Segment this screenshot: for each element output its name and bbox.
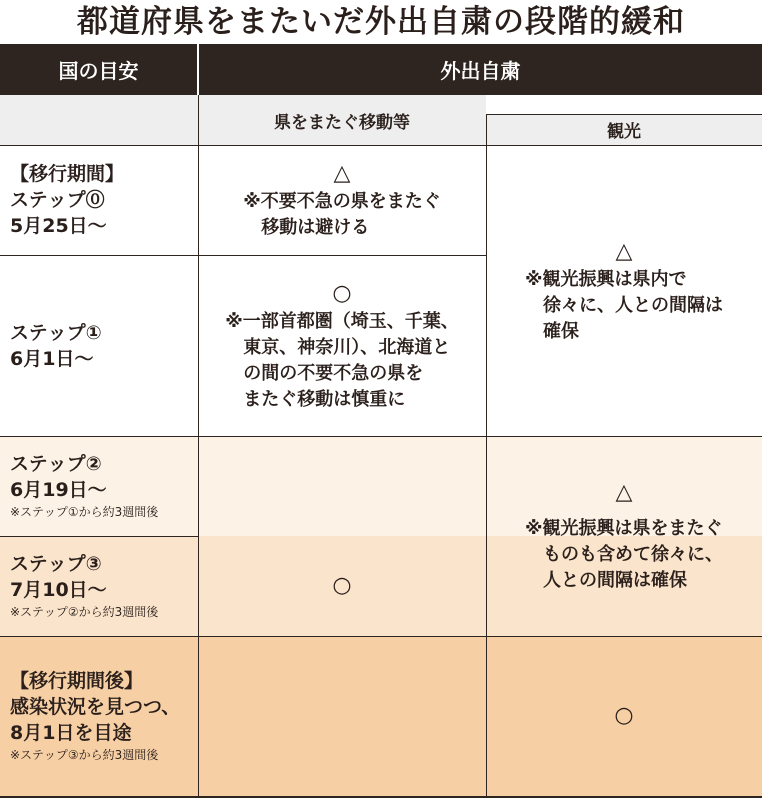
row-label-line: ステップ③ (10, 553, 102, 575)
row-label-step1 (0, 255, 198, 436)
travel-note: ※不要不急の県をまたぐ 移動は避ける (243, 191, 441, 238)
triangle-mark: △ (333, 161, 351, 186)
grid-line (0, 536, 198, 537)
header-outing-restraint: 外出自粛 (199, 44, 762, 95)
row-label-line: 6月1日～ (10, 347, 94, 370)
row-label-line: 【移行期間後】 (10, 670, 144, 692)
tourism-cell-step2-3 (486, 436, 762, 636)
row-label-line: 感染状況を見つつ、 (10, 696, 181, 718)
travel-cell-step1 (198, 255, 486, 436)
grid-line (486, 114, 762, 115)
row-label-line: 7月10日～ (10, 579, 107, 601)
circle-mark: ○ (332, 280, 352, 306)
tourism-note: ※観光振興は県をまたぐ ものも含めて徐々に、 人との間隔は確保 (525, 518, 723, 591)
subheader-tourism: 観光 (486, 114, 762, 145)
page-title: 都道府県をまたいだ外出自粛の段階的緩和 (77, 4, 685, 40)
grid-line (0, 796, 762, 798)
tourism-cell-step0-1 (486, 145, 762, 436)
row-label-line: 5月25日～ (10, 215, 107, 237)
row-label-line: ステップ⓪ (10, 189, 105, 211)
circle-mark: ○ (614, 703, 634, 728)
grid-line (0, 145, 762, 146)
row-label-line: 【移行期間】 (10, 163, 125, 185)
grid-line (0, 636, 762, 637)
row-label-step2 (0, 436, 198, 536)
row-label-line: 6月19日～ (10, 479, 107, 501)
travel-cell-step0 (198, 145, 486, 255)
grid-line (486, 114, 487, 796)
triangle-mark: △ (615, 480, 633, 505)
row-label-note: ※ステップ③から約3週間後 (10, 748, 159, 762)
row-label-line: ステップ① (10, 321, 102, 344)
grid-line (198, 95, 199, 796)
row-label-note: ※ステップ①から約3週間後 (10, 505, 159, 519)
row-label-step0 (0, 145, 198, 255)
grid-line (0, 436, 762, 437)
tourism-cell-after (486, 636, 762, 796)
grid-line (0, 255, 486, 256)
row-label-note: ※ステップ②から約3週間後 (10, 605, 159, 619)
circle-mark: ○ (332, 573, 352, 598)
row-label-step3 (0, 536, 198, 636)
travel-note: ※一部首都圏（埼玉、千葉、 東京、神奈川）、北海道と の間の不要不急の県を またぐ移動は慎重に (225, 310, 459, 410)
subheader-blank (0, 95, 198, 145)
travel-cell-step2-3 (198, 436, 486, 736)
tourism-note: ※観光振興は県内で 徐々に、人との間隔は 確保 (525, 268, 723, 342)
row-label-after (0, 636, 198, 796)
row-label-line: ステップ② (10, 453, 102, 475)
row-label-line: 8月1日を目途 (10, 722, 132, 744)
header-guideline: 国の目安 (0, 44, 197, 95)
triangle-mark: △ (615, 238, 633, 264)
subheader-cross-prefecture: 県をまたぐ移動等 (198, 95, 486, 145)
